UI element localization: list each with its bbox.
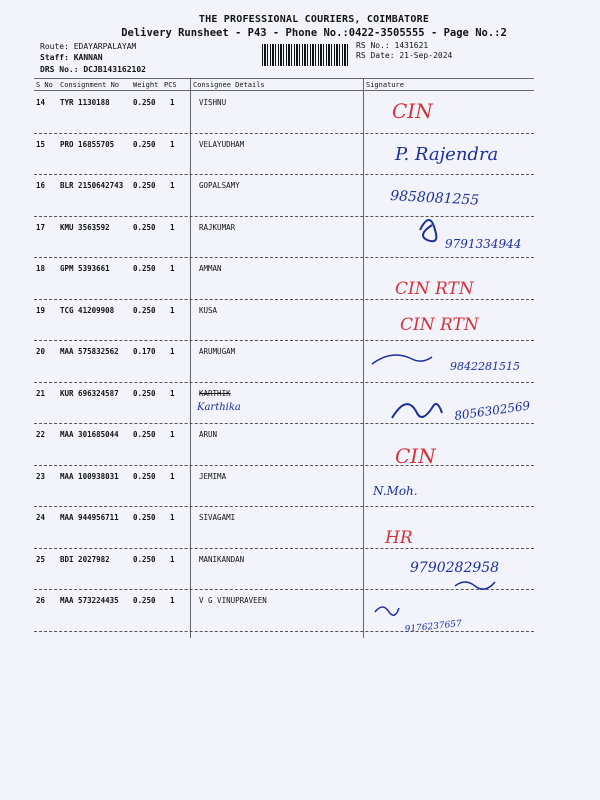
row-consignment-no: TCG 41209908 (60, 305, 115, 315)
row-sno: 25 (36, 554, 46, 564)
row-consignment-no: KUR 696324587 (60, 388, 119, 398)
row-consignee: KUSA (199, 305, 218, 315)
row-weight: 0.250 (133, 596, 156, 605)
row-sno: 21 (36, 388, 46, 398)
row-weight: 0.250 (133, 388, 156, 398)
row-consignee: KARTHIK (199, 388, 231, 398)
row-sno: 23 (36, 471, 46, 481)
col-header-consignee: Consignee Details (193, 81, 265, 89)
row-pcs: 1 (170, 181, 175, 190)
row-sno: 26 (36, 596, 46, 605)
row-pcs: 1 (170, 347, 175, 356)
row-consignment-no: KMU 3563592 (60, 222, 110, 232)
sig-18: CIN RTN (395, 279, 474, 299)
col-header-sno: S No (36, 81, 53, 89)
row-consignee: JEMIMA (199, 471, 227, 481)
sig-25-scribble (455, 582, 495, 589)
row-weight: 0.250 (133, 98, 156, 107)
runsheet-title: Delivery Runsheet - P43 - Phone No.:0422-3505555 - Page No.:2 (121, 27, 507, 39)
company-title: THE PROFESSIONAL COURIERS, COIMBATORE (198, 14, 430, 25)
row-pcs: 1 (170, 430, 175, 439)
row-weight: 0.250 (133, 430, 156, 439)
row-consignment-no: MAA 573224435 (60, 596, 119, 605)
row-sno: 19 (36, 305, 46, 315)
row-consignee: ARUMUGAM (199, 347, 236, 356)
row-pcs: 1 (170, 222, 175, 232)
row-weight: 0.250 (133, 471, 156, 481)
row-consignment-no: GPM 5393661 (60, 264, 110, 273)
row-consignment-no: MAA 944956711 (60, 513, 119, 522)
sig-14: CIN (392, 99, 433, 123)
row-pcs: 1 (170, 388, 175, 398)
col-header-weight: Weight (133, 81, 159, 89)
col-header-signature: Signature (366, 81, 404, 89)
row-consignment-no: MAA 100938031 (60, 471, 119, 481)
rs-number: RS No.: 1431621 (356, 41, 429, 50)
row-sno: 24 (36, 513, 46, 522)
row-consignee: V G VINUPRAVEEN (199, 596, 267, 605)
row-weight: 0.250 (133, 554, 156, 564)
row-weight: 0.250 (133, 222, 156, 232)
handwritten-name-correction: Karthika (197, 402, 241, 413)
row-sno: 17 (36, 222, 46, 232)
row-pcs: 1 (170, 513, 175, 522)
sig-25: 9790282958 (410, 560, 500, 576)
row-pcs: 1 (170, 471, 175, 481)
row-consignment-no: TYR 1130188 (60, 98, 110, 107)
sig-20: 9842281515 (450, 360, 520, 373)
row-sno: 15 (36, 139, 46, 149)
row-weight: 0.250 (133, 305, 156, 315)
col-header-consignment: Consignment No (60, 81, 120, 89)
sig-21-scribble (392, 404, 442, 418)
row-consignee: RAJKUMAR (199, 222, 236, 232)
sig-23: N.Moh. (373, 484, 418, 498)
row-pcs: 1 (170, 554, 175, 564)
row-sno: 14 (36, 98, 46, 107)
sig-15: P. Rajendra (395, 144, 499, 165)
row-consignee: SIVAGAMI (199, 513, 236, 522)
row-weight: 0.250 (133, 513, 156, 522)
row-weight: 0.250 (133, 181, 156, 190)
sig-17: 9791334944 (445, 237, 522, 251)
row-consignee: GOPALSAMY (199, 181, 240, 190)
row-pcs: 1 (170, 596, 175, 605)
row-pcs: 1 (170, 264, 175, 273)
row-consignee: VELAYUDHAM (199, 139, 245, 149)
row-consignment-no: BLR 2150642743 (60, 181, 124, 190)
row-consignment-no: MAA 301685044 (60, 430, 119, 439)
row-consignment-no: BDI 2027982 (60, 554, 110, 564)
row-weight: 0.250 (133, 139, 156, 149)
staff-label: Staff: KANNAN (40, 53, 103, 62)
row-pcs: 1 (170, 305, 175, 315)
row-consignee: AMMAN (199, 264, 222, 273)
row-pcs: 1 (170, 139, 175, 149)
sig-16: 9858081255 (389, 188, 480, 209)
sig-26-scribble (375, 607, 399, 615)
rs-date: RS Date: 21-Sep-2024 (356, 51, 453, 60)
drs-number: DRS No.: DCJB143162102 (40, 65, 146, 74)
row-weight: 0.170 (133, 347, 156, 356)
row-consignee: ARUN (199, 430, 218, 439)
row-consignee: MANIKANDAN (199, 554, 245, 564)
route-label: Route: EDAYARPALAYAM (40, 42, 137, 51)
sig-22: CIN (395, 444, 436, 468)
row-sno: 18 (36, 264, 46, 273)
sig-20-scribble (372, 355, 432, 364)
sig-24: HR (385, 528, 413, 548)
row-sno: 22 (36, 430, 46, 439)
sig-17-scribble (420, 220, 436, 241)
row-sno: 16 (36, 181, 46, 190)
sig-21: 8056302569 (453, 398, 532, 423)
row-weight: 0.250 (133, 264, 156, 273)
row-pcs: 1 (170, 98, 175, 107)
row-consignment-no: MAA 575832562 (60, 347, 119, 356)
row-consignment-no: PRO 16855705 (60, 139, 115, 149)
row-consignee: VISHNU (199, 98, 227, 107)
col-header-pcs: PCS (164, 81, 177, 89)
sig-19: CIN RTN (400, 315, 479, 335)
row-sno: 20 (36, 347, 46, 356)
sig-26: 9176237657 (404, 619, 463, 635)
